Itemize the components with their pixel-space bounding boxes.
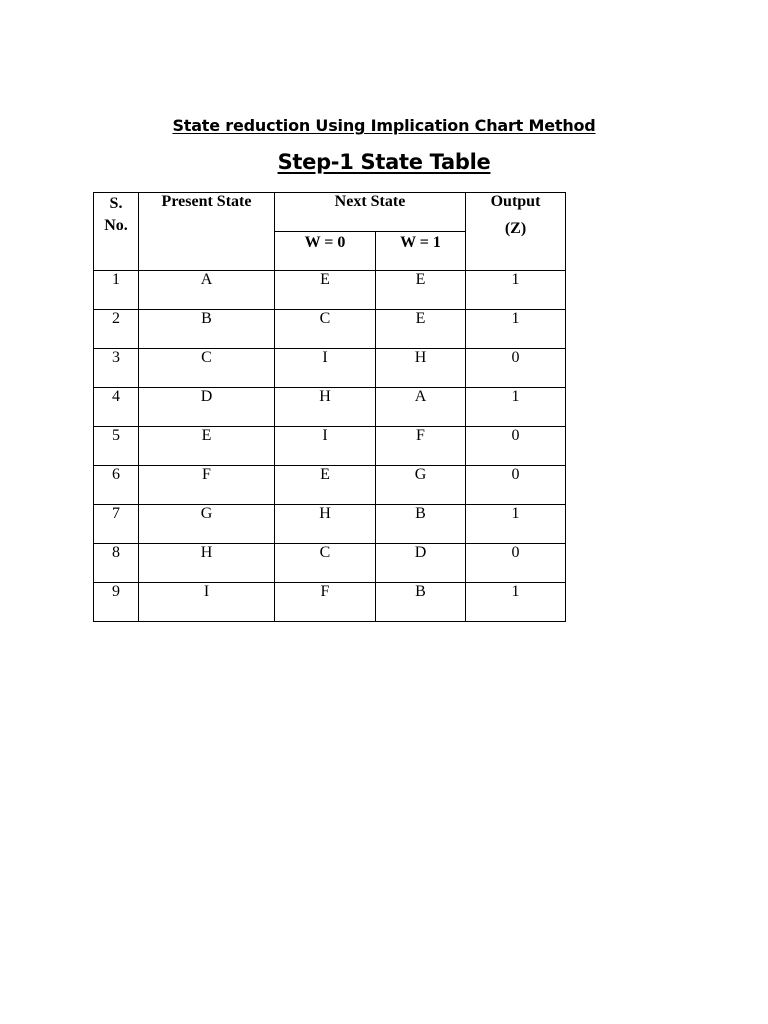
- cell-sno: 6: [94, 466, 139, 505]
- cell-sno: 7: [94, 505, 139, 544]
- table-row: [94, 271, 566, 310]
- cell-output: 1: [466, 388, 566, 427]
- cell-sno: 2: [94, 310, 139, 349]
- header-sno-line1: S.: [109, 195, 123, 212]
- table-row: [94, 310, 566, 349]
- cell-next-w0: I: [275, 427, 376, 466]
- cell-output: 0: [466, 427, 566, 466]
- cell-sno: 8: [94, 544, 139, 583]
- document-title: State reduction Using Implication Chart Method: [172, 116, 596, 135]
- table-row: [94, 544, 566, 583]
- cell-present-state: I: [139, 583, 275, 622]
- cell-present-state: E: [139, 427, 275, 466]
- cell-next-w0: E: [275, 271, 376, 310]
- cell-next-w1: B: [376, 505, 466, 544]
- cell-sno: 5: [94, 427, 139, 466]
- table-body: [94, 271, 566, 622]
- cell-output: 0: [466, 349, 566, 388]
- cell-next-w1: G: [376, 466, 466, 505]
- header-w0: W = 0: [275, 232, 376, 271]
- cell-next-w0: F: [275, 583, 376, 622]
- cell-next-w0: E: [275, 466, 376, 505]
- cell-output: 0: [466, 466, 566, 505]
- cell-next-w0: C: [275, 310, 376, 349]
- cell-present-state: B: [139, 310, 275, 349]
- cell-next-w1: B: [376, 583, 466, 622]
- cell-next-w1: H: [376, 349, 466, 388]
- cell-next-w0: H: [275, 388, 376, 427]
- table-row: [94, 583, 566, 622]
- table-row: [94, 388, 566, 427]
- table-row: [94, 505, 566, 544]
- cell-output: 0: [466, 544, 566, 583]
- table-row: [94, 427, 566, 466]
- cell-present-state: A: [139, 271, 275, 310]
- header-next-state: Next State: [275, 193, 466, 232]
- cell-next-w1: E: [376, 271, 466, 310]
- cell-next-w1: E: [376, 310, 466, 349]
- cell-present-state: G: [139, 505, 275, 544]
- cell-next-w0: C: [275, 544, 376, 583]
- cell-output: 1: [466, 505, 566, 544]
- table-header: [94, 193, 566, 271]
- table-row: [94, 349, 566, 388]
- cell-present-state: C: [139, 349, 275, 388]
- header-w1: W = 1: [376, 232, 466, 271]
- cell-sno: 3: [94, 349, 139, 388]
- cell-next-w1: D: [376, 544, 466, 583]
- header-sno-line2: No.: [104, 217, 128, 234]
- header-output: [466, 193, 566, 271]
- cell-next-w1: A: [376, 388, 466, 427]
- cell-next-w0: I: [275, 349, 376, 388]
- header-output-label: Output: [490, 193, 541, 210]
- cell-sno: 4: [94, 388, 139, 427]
- cell-output: 1: [466, 310, 566, 349]
- cell-present-state: F: [139, 466, 275, 505]
- header-output-symbol: (Z): [504, 220, 527, 237]
- cell-sno: 1: [94, 271, 139, 310]
- cell-present-state: D: [139, 388, 275, 427]
- header-present-state: Present State: [139, 193, 275, 271]
- cell-present-state: H: [139, 544, 275, 583]
- state-table: [93, 192, 566, 622]
- step-title: Step-1 State Table: [277, 150, 491, 174]
- cell-next-w0: H: [275, 505, 376, 544]
- header-sno: [94, 193, 139, 271]
- cell-output: 1: [466, 583, 566, 622]
- table-row: [94, 466, 566, 505]
- cell-output: 1: [466, 271, 566, 310]
- cell-sno: 9: [94, 583, 139, 622]
- cell-next-w1: F: [376, 427, 466, 466]
